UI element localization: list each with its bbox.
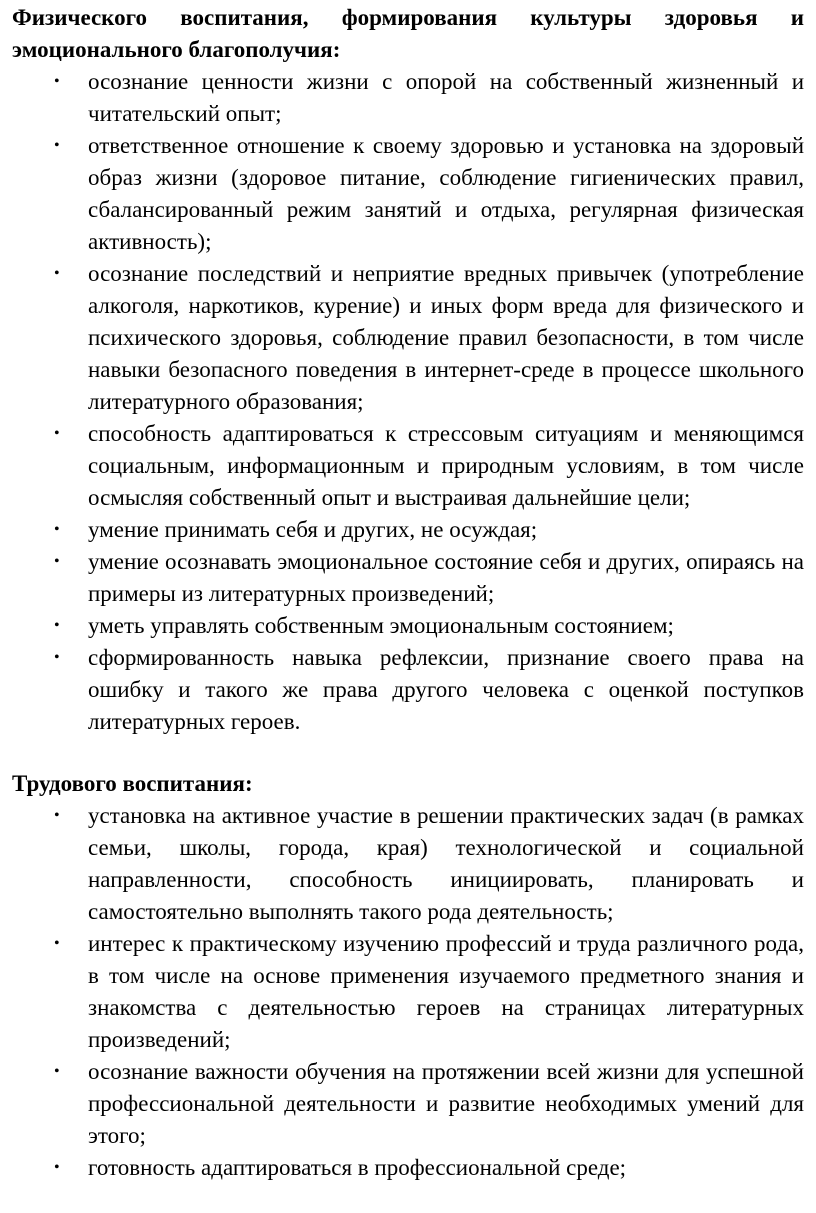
list-item-text: осознание последствий и неприятие вредных привычек (употребление алкоголя, наркотиков, курение) и иных форм вреда для физического и психического здоровья, соблюдение правил безопасности, в том числе навыки безопасного поведения в интернет-среде в процессе школьного литературного образования;	[88, 261, 804, 414]
bullet-icon: •	[54, 617, 60, 634]
list-item-text: умение осознавать эмоциональное состояние себя и других, опираясь на примеры из литературных произведений;	[88, 549, 804, 606]
list-item	[12, 514, 804, 546]
list-item-text: осознание важности обучения на протяжении всей жизни для успешной профессиональной деятельности и развитие необходимых умений для этого;	[88, 1059, 804, 1148]
bullet-icon: •	[54, 425, 60, 442]
bullet-icon: •	[54, 1063, 60, 1080]
list-item-text: умение принимать себя и других, не осуждая;	[88, 517, 538, 542]
list-item	[12, 546, 804, 610]
bullet-icon: •	[54, 137, 60, 154]
labor-education-list	[12, 800, 804, 1184]
bullet-icon: •	[54, 521, 60, 538]
bullet-icon: •	[54, 807, 60, 824]
bullet-icon: •	[54, 1159, 60, 1176]
list-item	[12, 418, 804, 514]
list-item-text: ответственное отношение к своему здоровью и установка на здоровый образ жизни (здоровое питание, соблюдение гигиенических правил, сбалансированный режим занятий и отдыха, регулярная физическая активность);	[88, 133, 804, 254]
list-item	[12, 66, 804, 130]
list-item-text: способность адаптироваться к стрессовым ситуациям и меняющимся социальным, информационным и природным условиям, в том числе осмысляя собственный опыт и выстраивая дальнейшие цели;	[88, 421, 804, 510]
list-item-text: осознание ценности жизни с опорой на собственный жизненный и читательский опыт;	[88, 69, 804, 126]
list-item	[12, 928, 804, 1056]
list-item	[12, 642, 804, 738]
list-item	[12, 258, 804, 418]
section-heading-physical: Физического воспитания, формирования культуры здоровья и эмоционального благополучия:	[12, 5, 804, 62]
list-item	[12, 130, 804, 258]
list-item-text: установка на активное участие в решении практических задач (в рамках семьи, школы, города, края) технологической и социальной направленности, способность инициировать, планировать и самостоятельно выполнять такого рода деятельность;	[88, 803, 804, 924]
bullet-icon: •	[54, 73, 60, 90]
list-item	[12, 1152, 804, 1184]
list-item-text: интерес к практическому изучению профессий и труда различного рода, в том числе на основе применения изучаемого предметного знания и знакомства с деятельностью героев на страницах литературных произведений;	[88, 931, 804, 1052]
bullet-icon: •	[54, 935, 60, 952]
list-item	[12, 610, 804, 642]
list-item-text: готовность адаптироваться в профессиональной среде;	[88, 1155, 627, 1180]
list-item-text: уметь управлять собственным эмоциональным состоянием;	[88, 613, 674, 638]
bullet-icon: •	[54, 649, 60, 666]
section-heading-labor: Трудового воспитания:	[12, 771, 253, 796]
bullet-icon: •	[54, 553, 60, 570]
list-item-text: сформированность навыка рефлексии, признание своего права на ошибку и такого же права другого человека с оценкой поступков литературных героев.	[88, 645, 804, 734]
list-item	[12, 1056, 804, 1152]
physical-education-list	[12, 66, 804, 738]
bullet-icon: •	[54, 265, 60, 282]
list-item	[12, 800, 804, 928]
